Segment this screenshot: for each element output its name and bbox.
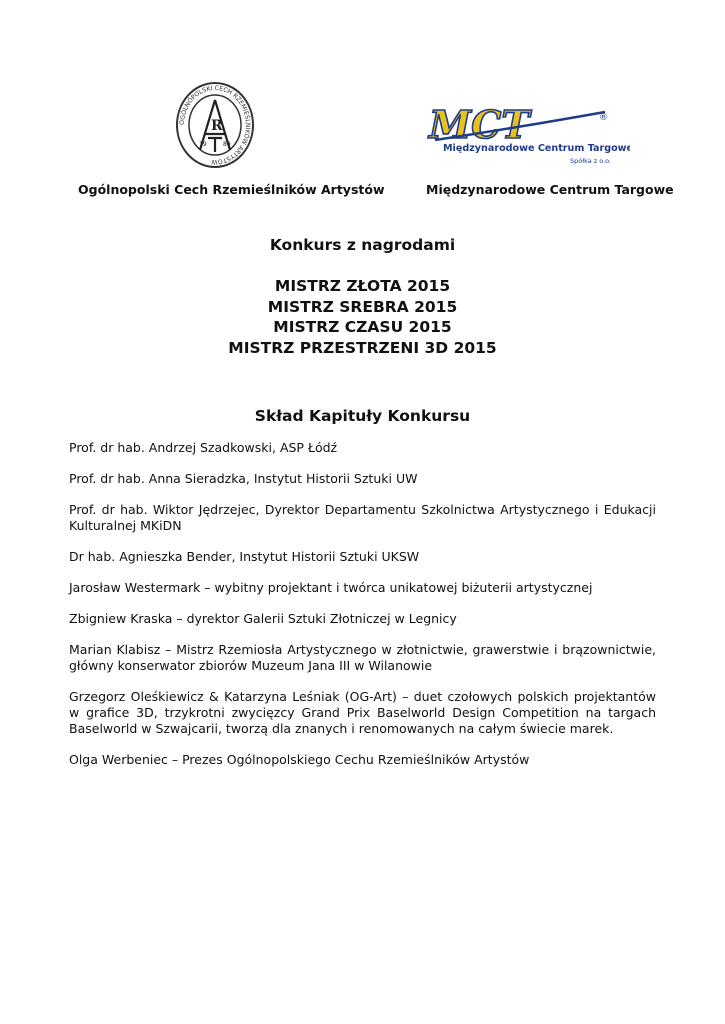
mct-company: Spółka z o.o. <box>570 157 612 165</box>
seal-year-left: 19 <box>199 141 207 148</box>
award-title: MISTRZ SREBRA 2015 <box>267 297 458 316</box>
jury-member: Zbigniew Kraska – dyrektor Galerii Sztuki Złotniczej w Legnicy <box>69 611 457 626</box>
registered-mark: ® <box>599 113 608 123</box>
jury-member: Marian Klabisz – Mistrz Rzemiosła Artystycznego w złotnictwie, grawerstwie i brązownictwie, główny konserwator zbiorów Muzeum Jana III w Wilanowie <box>69 642 656 673</box>
guild-seal-logo <box>175 80 255 170</box>
award-titles <box>0 276 725 358</box>
award-title: MISTRZ CZASU 2015 <box>273 318 452 336</box>
mct-brand-text: MCT <box>429 104 530 147</box>
jury-member: Olga Werbeniec – Prezes Ogólnopolskiego Cechu Rzemieślników Artystów <box>69 752 530 767</box>
mct-subtitle: Międzynarodowe Centrum Targowe <box>443 143 630 154</box>
jury-member: Dr hab. Agnieszka Bender, Instytut Historii Sztuki UKSW <box>69 549 420 564</box>
jury-member: Jarosław Westermark – wybitny projektant i twórca unikatowej biżuterii artystycznej <box>69 580 593 595</box>
seal-letter-r: R <box>211 118 223 134</box>
jury-member: Prof. dr hab. Wiktor Jędrzejec, Dyrektor Departamentu Szkolnictwa Artystycznego i Edukacji Kulturalnej MKiDN <box>69 502 656 533</box>
contest-title: Konkurs z nagrodami <box>269 236 456 254</box>
jury-member: Prof. dr hab. Anna Sieradzka, Instytut Historii Sztuki UW <box>69 471 418 486</box>
jury-member: Prof. dr hab. Andrzej Szadkowski, ASP Łódź <box>69 440 338 455</box>
jury-title: Skład Kapituły Konkursu <box>254 407 471 425</box>
mct-logo <box>425 104 630 166</box>
award-title: MISTRZ ZŁOTA 2015 <box>274 277 451 295</box>
jury-member: Grzegorz Oleśkiewicz & Katarzyna Leśniak (OG-Art) – duet czołowych polskich projektantów w grafice 3D, trzykrotni zwycięzcy Grand Prix Baselworld Design Competition na targach Baselworld w Szwajcarii, tworzą dla znanych i renomowanych na całym świecie marek. <box>69 689 656 736</box>
seal-ring-text: OGÓLNOPOLSKI CECH RZEMIEŚLNIKÓW ARTYSTÓW <box>178 84 252 166</box>
organizer-left: Ogólnopolski Cech Rzemieślników Artystów <box>78 182 385 197</box>
seal-year-right: 89 <box>223 141 231 148</box>
jury-members-list <box>69 440 656 783</box>
award-title: MISTRZ PRZESTRZENI 3D 2015 <box>228 338 497 357</box>
organizer-right: Międzynarodowe Centrum Targowe <box>426 182 674 197</box>
